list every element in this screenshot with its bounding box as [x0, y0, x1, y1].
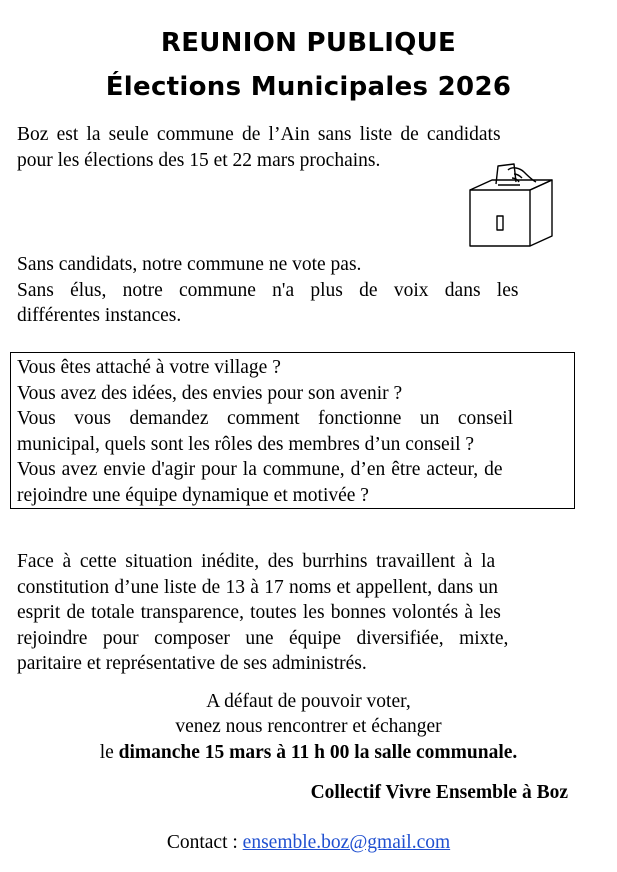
invitation-line: venez nous rencontrer et échanger: [175, 716, 442, 737]
contact-line: [0, 832, 617, 854]
question-line: municipal, quels sont les rôles des membres d’un conseil ?: [17, 433, 475, 455]
question-line: Vous avez des idées, des envies pour son avenir ?: [17, 382, 403, 404]
consequences-line: différentes instances.: [17, 305, 182, 326]
question-line: rejoindre une équipe dynamique et motivée ?: [17, 484, 369, 506]
situation-paragraph: [17, 549, 568, 677]
event-date-time-place: dimanche 15 mars à 11 h 00 la salle communale.: [118, 742, 518, 763]
consequences-line: Sans candidats, notre commune ne vote pas.: [17, 254, 362, 275]
question-line: Vous avez envie d'agir pour la commune, d’en être acteur, de: [17, 459, 503, 480]
contact-label: Contact :: [166, 832, 243, 853]
intro-line: pour les élections des 15 et 22 mars prochains.: [17, 149, 381, 171]
situation-line: rejoindre pour composer une équipe diversifiée, mixte,: [17, 627, 509, 649]
situation-line: constitution d’une liste de 13 à 17 noms et appellent, dans un: [17, 576, 498, 598]
consequences-paragraph: [17, 252, 568, 329]
question-line: Vous êtes attaché à votre village ?: [17, 357, 281, 378]
invitation-prefix: le: [99, 742, 119, 763]
invitation-line: A défaut de pouvoir voter,: [206, 691, 411, 712]
situation-line: Face à cette situation inédite, des burrhins travaillent à la: [17, 551, 496, 572]
question-line: Vous vous demandez comment fonctionne un conseil: [17, 408, 514, 429]
invitation-date-line: [0, 740, 617, 766]
intro-line: Boz est la seule commune de l’Ain sans liste de candidats: [17, 124, 501, 145]
contact-email-link[interactable]: ensemble.boz@gmail.com: [242, 832, 451, 853]
page-subtitle: Élections Municipales 2026: [105, 72, 512, 102]
ballot-box-icon: [464, 160, 556, 248]
signature: Collectif Vivre Ensemble à Boz: [310, 782, 568, 803]
page-title: REUNION PUBLIQUE: [160, 28, 457, 58]
consequences-line: Sans élus, notre commune n'a plus de voix dans les: [17, 279, 519, 301]
situation-line: esprit de totale transparence, toutes les bonnes volontés à les: [17, 602, 501, 623]
questions-paragraph: [17, 355, 568, 508]
situation-line: paritaire et représentative de ses administrés.: [17, 653, 367, 674]
